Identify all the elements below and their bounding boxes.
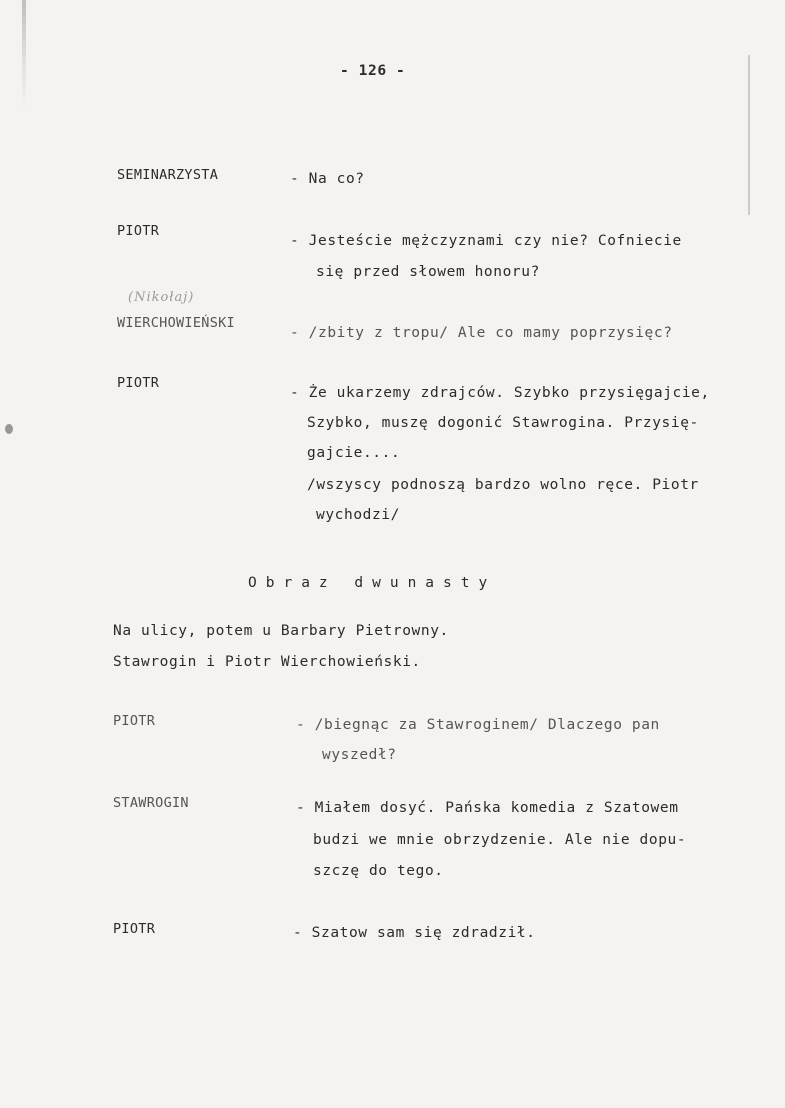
scene-heading: Obraz dwunasty [248,575,497,591]
piotr-line: gajcie.... [307,445,401,461]
speaker-piotr: PIOTR [113,713,156,729]
piotr-line: - Szatow sam się zdradził. [293,925,536,941]
speaker-piotr: PIOTR [113,921,156,937]
stawrogin-line: szczę do tego. [313,863,444,879]
stawrogin-line: - Miałem dosyć. Pańska komedia z Szatowem [296,800,679,816]
page-number: - 126 - [340,63,406,79]
handwritten-annotation: (Nikołaj) [128,290,195,305]
scan-edge-left [22,0,26,110]
piotr-line: - /biegnąc za Stawroginem/ Dlaczego pan [296,717,660,733]
stage-direction: wychodzi/ [316,507,400,523]
speaker-seminarzysta: SEMINARZYSTA [117,167,219,183]
piotr-line: - Że ukarzemy zdrajców. Szybko przysięgajcie, [290,385,710,401]
setting-line: Stawrogin i Piotr Wierchowieński. [113,654,421,670]
stage-direction: /wszyscy podnoszą bardzo wolno ręce. Piotr [307,477,699,493]
stawrogin-line: budzi we mnie obrzydzenie. Ale nie dopu- [313,832,687,848]
piotr-line: wyszedł? [322,747,397,763]
piotr-line: - Jesteście mężczyznami czy nie? Cofniecie [290,233,682,249]
speaker-stawrogin: STAWROGIN [113,795,189,811]
piotr-line: się przed słowem honoru? [316,264,540,280]
speaker-piotr: PIOTR [117,375,160,391]
seminarzysta-line: - Na co? [290,171,365,187]
speaker-wierchowienski: WIERCHOWIEŃSKI [117,315,235,331]
setting-line: Na ulicy, potem u Barbary Pietrowny. [113,623,449,639]
piotr-line: Szybko, muszę dogonić Stawrogina. Przysię- [307,415,699,431]
punch-hole-mark [5,424,13,434]
wierchowienski-line: - /zbity z tropu/ Ale co mamy poprzysięc? [290,325,673,341]
scan-edge-right [748,55,750,215]
speaker-piotr: PIOTR [117,223,160,239]
